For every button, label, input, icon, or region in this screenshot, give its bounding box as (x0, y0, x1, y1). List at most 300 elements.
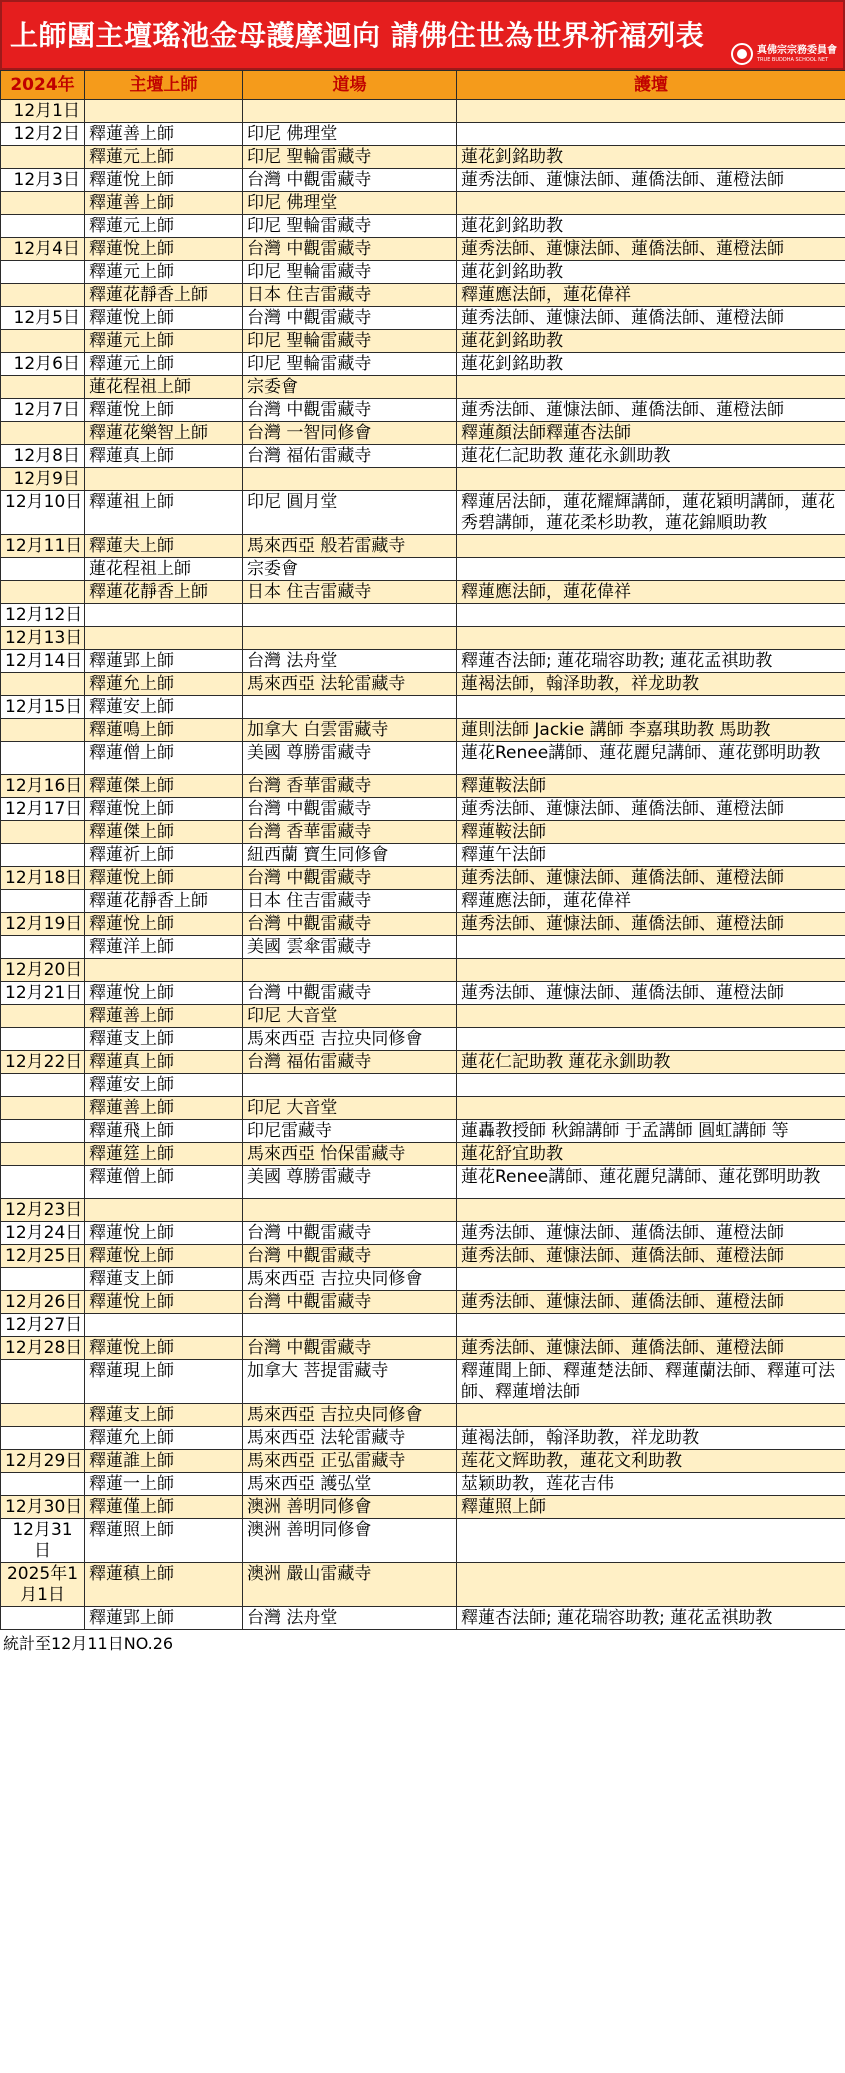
assist-cell (457, 1097, 845, 1120)
table-row (1, 1450, 845, 1473)
assist-cell: 蓮花釗銘助教 (457, 146, 845, 169)
table-row (1, 1051, 845, 1074)
date-cell: 12月16日 (1, 775, 85, 798)
table-row (1, 1005, 845, 1028)
date-cell (1, 673, 85, 696)
assist-cell (457, 1199, 845, 1222)
master-cell: 釋蓮花樂智上師 (85, 422, 243, 445)
assist-cell: 釋蓮聞上師、釋蓮楚法師、釋蓮蘭法師、釋蓮可法師、釋蓮增法師 (457, 1360, 845, 1404)
date-cell: 12月27日 (1, 1314, 85, 1337)
venue-cell: 台灣 中觀雷藏寺 (243, 1337, 457, 1360)
venue-cell: 馬來西亞 吉拉央同修會 (243, 1268, 457, 1291)
assist-cell: 蓮秀法師、蓮慷法師、蓮僑法師、蓮橙法師 (457, 1222, 845, 1245)
assist-cell (457, 1028, 845, 1051)
venue-cell: 台灣 法舟堂 (243, 1607, 457, 1630)
master-cell: 釋蓮筳上師 (85, 1143, 243, 1166)
assist-cell (457, 376, 845, 399)
venue-cell: 日本 住吉雷藏寺 (243, 890, 457, 913)
venue-cell: 宗委會 (243, 558, 457, 581)
table-row (1, 491, 845, 535)
date-cell: 12月28日 (1, 1337, 85, 1360)
table-row (1, 1291, 845, 1314)
master-cell: 釋蓮傑上師 (85, 821, 243, 844)
venue-cell: 台灣 中觀雷藏寺 (243, 399, 457, 422)
date-cell (1, 1473, 85, 1496)
assist-cell: 莁颖助教，莲花吉伟 (457, 1473, 845, 1496)
date-cell (1, 1268, 85, 1291)
table-row (1, 719, 845, 742)
venue-cell: 印尼 佛理堂 (243, 192, 457, 215)
date-cell (1, 936, 85, 959)
master-cell: 釋蓮悅上師 (85, 1222, 243, 1245)
venue-cell: 印尼雷藏寺 (243, 1120, 457, 1143)
assist-cell (457, 1268, 845, 1291)
header-year: 2024年 (1, 71, 85, 100)
assist-cell (457, 1563, 845, 1607)
master-cell: 釋蓮悅上師 (85, 982, 243, 1005)
date-cell (1, 844, 85, 867)
venue-cell: 日本 住吉雷藏寺 (243, 284, 457, 307)
assist-cell: 釋蓮應法師，蓮花偉祥 (457, 284, 845, 307)
master-cell (85, 959, 243, 982)
master-cell: 釋蓮悅上師 (85, 1337, 243, 1360)
date-cell (1, 1360, 85, 1404)
venue-cell: 印尼 圓月堂 (243, 491, 457, 535)
date-cell: 12月2日 (1, 123, 85, 146)
table-row (1, 422, 845, 445)
header-venue: 道場 (243, 71, 457, 100)
assist-cell: 釋蓮午法師 (457, 844, 845, 867)
table-row (1, 1496, 845, 1519)
master-cell: 釋蓮安上師 (85, 696, 243, 719)
date-cell: 12月13日 (1, 627, 85, 650)
table-row (1, 238, 845, 261)
venue-cell: 馬來西亞 法轮雷藏寺 (243, 1427, 457, 1450)
date-cell: 12月25日 (1, 1245, 85, 1268)
master-cell: 釋蓮悅上師 (85, 238, 243, 261)
table-row (1, 1028, 845, 1051)
master-cell: 釋蓮支上師 (85, 1028, 243, 1051)
master-cell: 釋蓮誰上師 (85, 1450, 243, 1473)
table-row (1, 1143, 845, 1166)
table-row (1, 1607, 845, 1630)
assist-cell: 蓮秀法師、蓮慷法師、蓮僑法師、蓮橙法師 (457, 169, 845, 192)
date-cell: 12月14日 (1, 650, 85, 673)
assist-cell: 釋蓮杏法師; 蓮花瑞容助教; 蓮花孟祺助教 (457, 1607, 845, 1630)
assist-cell (457, 1314, 845, 1337)
table-row (1, 399, 845, 422)
date-cell: 12月24日 (1, 1222, 85, 1245)
date-cell: 12月6日 (1, 353, 85, 376)
assist-cell (457, 1005, 845, 1028)
assist-cell: 蓮花釗銘助教 (457, 215, 845, 238)
master-cell: 釋蓮允上師 (85, 673, 243, 696)
table-row (1, 1337, 845, 1360)
date-cell: 12月7日 (1, 399, 85, 422)
master-cell: 釋蓮鳴上師 (85, 719, 243, 742)
assist-cell: 蓮秀法師、蓮慷法師、蓮僑法師、蓮橙法師 (457, 867, 845, 890)
assist-cell: 釋蓮鞍法師 (457, 775, 845, 798)
date-cell (1, 1427, 85, 1450)
venue-cell: 馬來西亞 吉拉央同修會 (243, 1404, 457, 1427)
venue-cell: 台灣 中觀雷藏寺 (243, 169, 457, 192)
master-cell: 釋蓮郢上師 (85, 650, 243, 673)
assist-cell (457, 558, 845, 581)
logo-name: 真佛宗宗務委員會 (757, 45, 837, 56)
date-cell: 12月30日 (1, 1496, 85, 1519)
date-cell: 12月11日 (1, 535, 85, 558)
venue-cell: 台灣 中觀雷藏寺 (243, 867, 457, 890)
venue-cell: 台灣 中觀雷藏寺 (243, 307, 457, 330)
date-cell: 12月26日 (1, 1291, 85, 1314)
table-row (1, 307, 845, 330)
master-cell: 釋蓮悅上師 (85, 913, 243, 936)
table-row (1, 1519, 845, 1563)
date-cell (1, 1120, 85, 1143)
master-cell: 釋蓮僧上師 (85, 1166, 243, 1199)
logo-sub: TRUE BUDDHA SCHOOL NET (757, 57, 829, 63)
assist-cell: 蓮褐法師，翰泽助教，祥龙助教 (457, 1427, 845, 1450)
venue-cell (243, 100, 457, 123)
master-cell: 釋蓮悅上師 (85, 1245, 243, 1268)
venue-cell (243, 1074, 457, 1097)
date-cell (1, 215, 85, 238)
assist-cell: 釋蓮顏法師釋蓮杏法師 (457, 422, 845, 445)
venue-cell: 台灣 福佑雷藏寺 (243, 1051, 457, 1074)
logo-seal-icon (731, 43, 753, 65)
assist-cell: 蓮花釗銘助教 (457, 330, 845, 353)
table-row (1, 192, 845, 215)
table-row (1, 100, 845, 123)
table-row (1, 650, 845, 673)
table-row (1, 890, 845, 913)
master-cell: 釋蓮花靜香上師 (85, 581, 243, 604)
master-cell: 釋蓮善上師 (85, 192, 243, 215)
assist-cell: 蓮秀法師、蓮慷法師、蓮僑法師、蓮橙法師 (457, 399, 845, 422)
master-cell: 釋蓮僧上師 (85, 742, 243, 775)
date-cell: 12月31日 (1, 1519, 85, 1563)
table-row (1, 330, 845, 353)
assist-cell (457, 100, 845, 123)
master-cell: 釋蓮元上師 (85, 330, 243, 353)
master-cell: 釋蓮現上師 (85, 1360, 243, 1404)
date-cell (1, 719, 85, 742)
venue-cell: 台灣 中觀雷藏寺 (243, 798, 457, 821)
assist-cell: 蓮花舒宜助教 (457, 1143, 845, 1166)
date-cell (1, 1028, 85, 1051)
venue-cell (243, 627, 457, 650)
table-row (1, 936, 845, 959)
venue-cell: 馬來西亞 吉拉央同修會 (243, 1028, 457, 1051)
venue-cell (243, 1199, 457, 1222)
date-cell: 12月17日 (1, 798, 85, 821)
table-row (1, 1314, 845, 1337)
assist-cell (457, 192, 845, 215)
venue-cell: 馬來西亞 法轮雷藏寺 (243, 673, 457, 696)
date-cell: 2025年1月1日 (1, 1563, 85, 1607)
master-cell: 釋蓮照上師 (85, 1519, 243, 1563)
footer-note: 統計至12月11日NO.26 (3, 1634, 174, 1653)
date-cell: 12月20日 (1, 959, 85, 982)
master-cell: 蓮花程祖上師 (85, 558, 243, 581)
assist-cell (457, 959, 845, 982)
table-row (1, 742, 845, 775)
venue-cell: 紐西蘭 寶生同修會 (243, 844, 457, 867)
master-cell: 釋蓮一上師 (85, 1473, 243, 1496)
master-cell: 釋蓮傑上師 (85, 775, 243, 798)
date-cell: 12月12日 (1, 604, 85, 627)
date-cell: 12月3日 (1, 169, 85, 192)
table-row (1, 821, 845, 844)
assist-cell: 蓮秀法師、蓮慷法師、蓮僑法師、蓮橙法師 (457, 238, 845, 261)
assist-cell: 釋蓮鞍法師 (457, 821, 845, 844)
assist-cell (457, 123, 845, 146)
assist-cell (457, 1519, 845, 1563)
assist-cell: 蓮花Renee講師、蓮花麗兒講師、蓮花鄧明助教 (457, 742, 845, 775)
date-cell: 12月8日 (1, 445, 85, 468)
assist-cell: 蓮秀法師、蓮慷法師、蓮僑法師、蓮橙法師 (457, 1245, 845, 1268)
date-cell: 12月4日 (1, 238, 85, 261)
table-row (1, 1563, 845, 1607)
master-cell: 釋蓮元上師 (85, 215, 243, 238)
date-cell (1, 422, 85, 445)
venue-cell: 加拿大 白雲雷藏寺 (243, 719, 457, 742)
date-cell: 12月22日 (1, 1051, 85, 1074)
master-cell: 釋蓮花靜香上師 (85, 284, 243, 307)
date-cell (1, 1166, 85, 1199)
assist-cell: 釋蓮應法師，蓮花偉祥 (457, 890, 845, 913)
master-cell: 釋蓮夫上師 (85, 535, 243, 558)
master-cell: 釋蓮悅上師 (85, 1291, 243, 1314)
venue-cell: 印尼 聖輪雷藏寺 (243, 353, 457, 376)
venue-cell (243, 959, 457, 982)
table-row (1, 169, 845, 192)
assist-cell: 釋蓮照上師 (457, 1496, 845, 1519)
title-bar (0, 0, 845, 70)
master-cell (85, 627, 243, 650)
date-cell: 12月9日 (1, 468, 85, 491)
assist-cell: 釋蓮杏法師; 蓮花瑞容助教; 蓮花孟祺助教 (457, 650, 845, 673)
master-cell: 釋蓮稹上師 (85, 1563, 243, 1607)
assist-cell: 蓮花仁記助教 蓮花永釧助教 (457, 445, 845, 468)
date-cell (1, 558, 85, 581)
table-row (1, 1222, 845, 1245)
date-cell: 12月1日 (1, 100, 85, 123)
assist-cell (457, 936, 845, 959)
table-row (1, 1120, 845, 1143)
date-cell (1, 1404, 85, 1427)
venue-cell: 台灣 中觀雷藏寺 (243, 1291, 457, 1314)
master-cell (85, 1199, 243, 1222)
table-row (1, 353, 845, 376)
venue-cell: 澳洲 善明同修會 (243, 1496, 457, 1519)
date-cell (1, 330, 85, 353)
master-cell: 釋蓮悅上師 (85, 169, 243, 192)
date-cell (1, 1005, 85, 1028)
assist-cell: 蓮秀法師、蓮慷法師、蓮僑法師、蓮橙法師 (457, 913, 845, 936)
master-cell: 釋蓮善上師 (85, 123, 243, 146)
venue-cell: 澳洲 善明同修會 (243, 1519, 457, 1563)
table-row (1, 261, 845, 284)
venue-cell: 台灣 中觀雷藏寺 (243, 913, 457, 936)
venue-cell: 馬來西亞 護弘堂 (243, 1473, 457, 1496)
table-row (1, 1199, 845, 1222)
master-cell: 釋蓮僅上師 (85, 1496, 243, 1519)
table-row (1, 558, 845, 581)
venue-cell: 台灣 一智同修會 (243, 422, 457, 445)
table-row (1, 123, 845, 146)
assist-cell (457, 535, 845, 558)
date-cell (1, 376, 85, 399)
table-row (1, 468, 845, 491)
master-cell (85, 468, 243, 491)
master-cell: 釋蓮悅上師 (85, 867, 243, 890)
date-cell (1, 742, 85, 775)
date-cell (1, 192, 85, 215)
master-cell: 釋蓮悅上師 (85, 798, 243, 821)
table-row (1, 959, 845, 982)
date-cell (1, 1074, 85, 1097)
date-cell (1, 581, 85, 604)
schedule-table (0, 70, 845, 1630)
assist-cell: 蓮秀法師、蓮慷法師、蓮僑法師、蓮橙法師 (457, 307, 845, 330)
venue-cell: 台灣 香華雷藏寺 (243, 821, 457, 844)
master-cell: 釋蓮元上師 (85, 146, 243, 169)
venue-cell: 台灣 福佑雷藏寺 (243, 445, 457, 468)
table-body (1, 100, 845, 1630)
date-cell (1, 1097, 85, 1120)
venue-cell: 澳洲 嚴山雷藏寺 (243, 1563, 457, 1607)
assist-cell (457, 468, 845, 491)
table-row (1, 673, 845, 696)
table-row (1, 1268, 845, 1291)
master-cell: 蓮花程祖上師 (85, 376, 243, 399)
master-cell (85, 604, 243, 627)
venue-cell: 美國 尊勝雷藏寺 (243, 742, 457, 775)
venue-cell: 台灣 中觀雷藏寺 (243, 1245, 457, 1268)
venue-cell: 台灣 中觀雷藏寺 (243, 238, 457, 261)
table-row (1, 982, 845, 1005)
master-cell: 釋蓮支上師 (85, 1268, 243, 1291)
master-cell: 釋蓮真上師 (85, 1051, 243, 1074)
table-row (1, 535, 845, 558)
venue-cell (243, 468, 457, 491)
venue-cell: 印尼 大音堂 (243, 1097, 457, 1120)
table-row (1, 1166, 845, 1199)
table-row (1, 146, 845, 169)
venue-cell: 美國 尊勝雷藏寺 (243, 1166, 457, 1199)
venue-cell: 馬來西亞 般若雷藏寺 (243, 535, 457, 558)
assist-cell: 莲花文辉助教，蓮花文利助教 (457, 1450, 845, 1473)
assist-cell: 蓮秀法師、蓮慷法師、蓮僑法師、蓮橙法師 (457, 798, 845, 821)
assist-cell: 蓮褐法師，翰泽助教，祥龙助教 (457, 673, 845, 696)
table-row (1, 1473, 845, 1496)
master-cell: 釋蓮祖上師 (85, 491, 243, 535)
table-row (1, 913, 845, 936)
venue-cell: 印尼 聖輪雷藏寺 (243, 330, 457, 353)
date-cell: 12月5日 (1, 307, 85, 330)
master-cell (85, 100, 243, 123)
header-assist: 護壇 (457, 71, 845, 100)
master-cell: 釋蓮元上師 (85, 353, 243, 376)
master-cell: 釋蓮洋上師 (85, 936, 243, 959)
date-cell (1, 890, 85, 913)
table-row (1, 844, 845, 867)
table-row (1, 1404, 845, 1427)
table-row (1, 867, 845, 890)
date-cell (1, 1607, 85, 1630)
venue-cell: 印尼 佛理堂 (243, 123, 457, 146)
master-cell: 釋蓮允上師 (85, 1427, 243, 1450)
assist-cell: 蓮秀法師、蓮慷法師、蓮僑法師、蓮橙法師 (457, 982, 845, 1005)
master-cell: 釋蓮祈上師 (85, 844, 243, 867)
table-row (1, 1427, 845, 1450)
table-row (1, 581, 845, 604)
table-row (1, 215, 845, 238)
venue-cell (243, 604, 457, 627)
date-cell (1, 821, 85, 844)
assist-cell (457, 627, 845, 650)
venue-cell: 台灣 香華雷藏寺 (243, 775, 457, 798)
master-cell: 釋蓮真上師 (85, 445, 243, 468)
venue-cell (243, 1314, 457, 1337)
assist-cell: 蓮花釗銘助教 (457, 261, 845, 284)
date-cell: 12月23日 (1, 1199, 85, 1222)
master-cell: 釋蓮善上師 (85, 1097, 243, 1120)
master-cell: 釋蓮安上師 (85, 1074, 243, 1097)
master-cell: 釋蓮悅上師 (85, 399, 243, 422)
table-row (1, 445, 845, 468)
master-cell: 釋蓮郢上師 (85, 1607, 243, 1630)
assist-cell: 蓮轟教授師 秋錦講師 于孟講師 圓虹講師 等 (457, 1120, 845, 1143)
venue-cell: 馬來西亞 怡保雷藏寺 (243, 1143, 457, 1166)
venue-cell: 印尼 大音堂 (243, 1005, 457, 1028)
date-cell (1, 146, 85, 169)
table-row (1, 1097, 845, 1120)
date-cell: 12月15日 (1, 696, 85, 719)
assist-cell (457, 1074, 845, 1097)
table-row (1, 775, 845, 798)
assist-cell: 蓮花仁記助教 蓮花永釧助教 (457, 1051, 845, 1074)
table-row (1, 376, 845, 399)
table-row (1, 1245, 845, 1268)
date-cell (1, 1143, 85, 1166)
venue-cell: 宗委會 (243, 376, 457, 399)
master-cell: 釋蓮飛上師 (85, 1120, 243, 1143)
venue-cell: 印尼 聖輪雷藏寺 (243, 146, 457, 169)
master-cell: 釋蓮元上師 (85, 261, 243, 284)
table-row (1, 1074, 845, 1097)
assist-cell: 蓮則法師 Jackie 講師 李嘉琪助教 馬助教 (457, 719, 845, 742)
venue-cell: 台灣 法舟堂 (243, 650, 457, 673)
assist-cell: 蓮花釗銘助教 (457, 353, 845, 376)
table-row (1, 696, 845, 719)
assist-cell (457, 696, 845, 719)
assist-cell (457, 1404, 845, 1427)
venue-cell (243, 696, 457, 719)
assist-cell: 蓮秀法師、蓮慷法師、蓮僑法師、蓮橙法師 (457, 1291, 845, 1314)
venue-cell: 印尼 聖輪雷藏寺 (243, 215, 457, 238)
table-row (1, 604, 845, 627)
venue-cell: 馬來西亞 正弘雷藏寺 (243, 1450, 457, 1473)
assist-cell: 蓮花Renee講師、蓮花麗兒講師、蓮花鄧明助教 (457, 1166, 845, 1199)
date-cell: 12月21日 (1, 982, 85, 1005)
venue-cell: 印尼 聖輪雷藏寺 (243, 261, 457, 284)
table-row (1, 284, 845, 307)
date-cell: 12月18日 (1, 867, 85, 890)
page-title: 上師團主壇瑤池金母護摩迴向 請佛住世為世界祈福列表 (10, 19, 705, 52)
venue-cell: 日本 住吉雷藏寺 (243, 581, 457, 604)
